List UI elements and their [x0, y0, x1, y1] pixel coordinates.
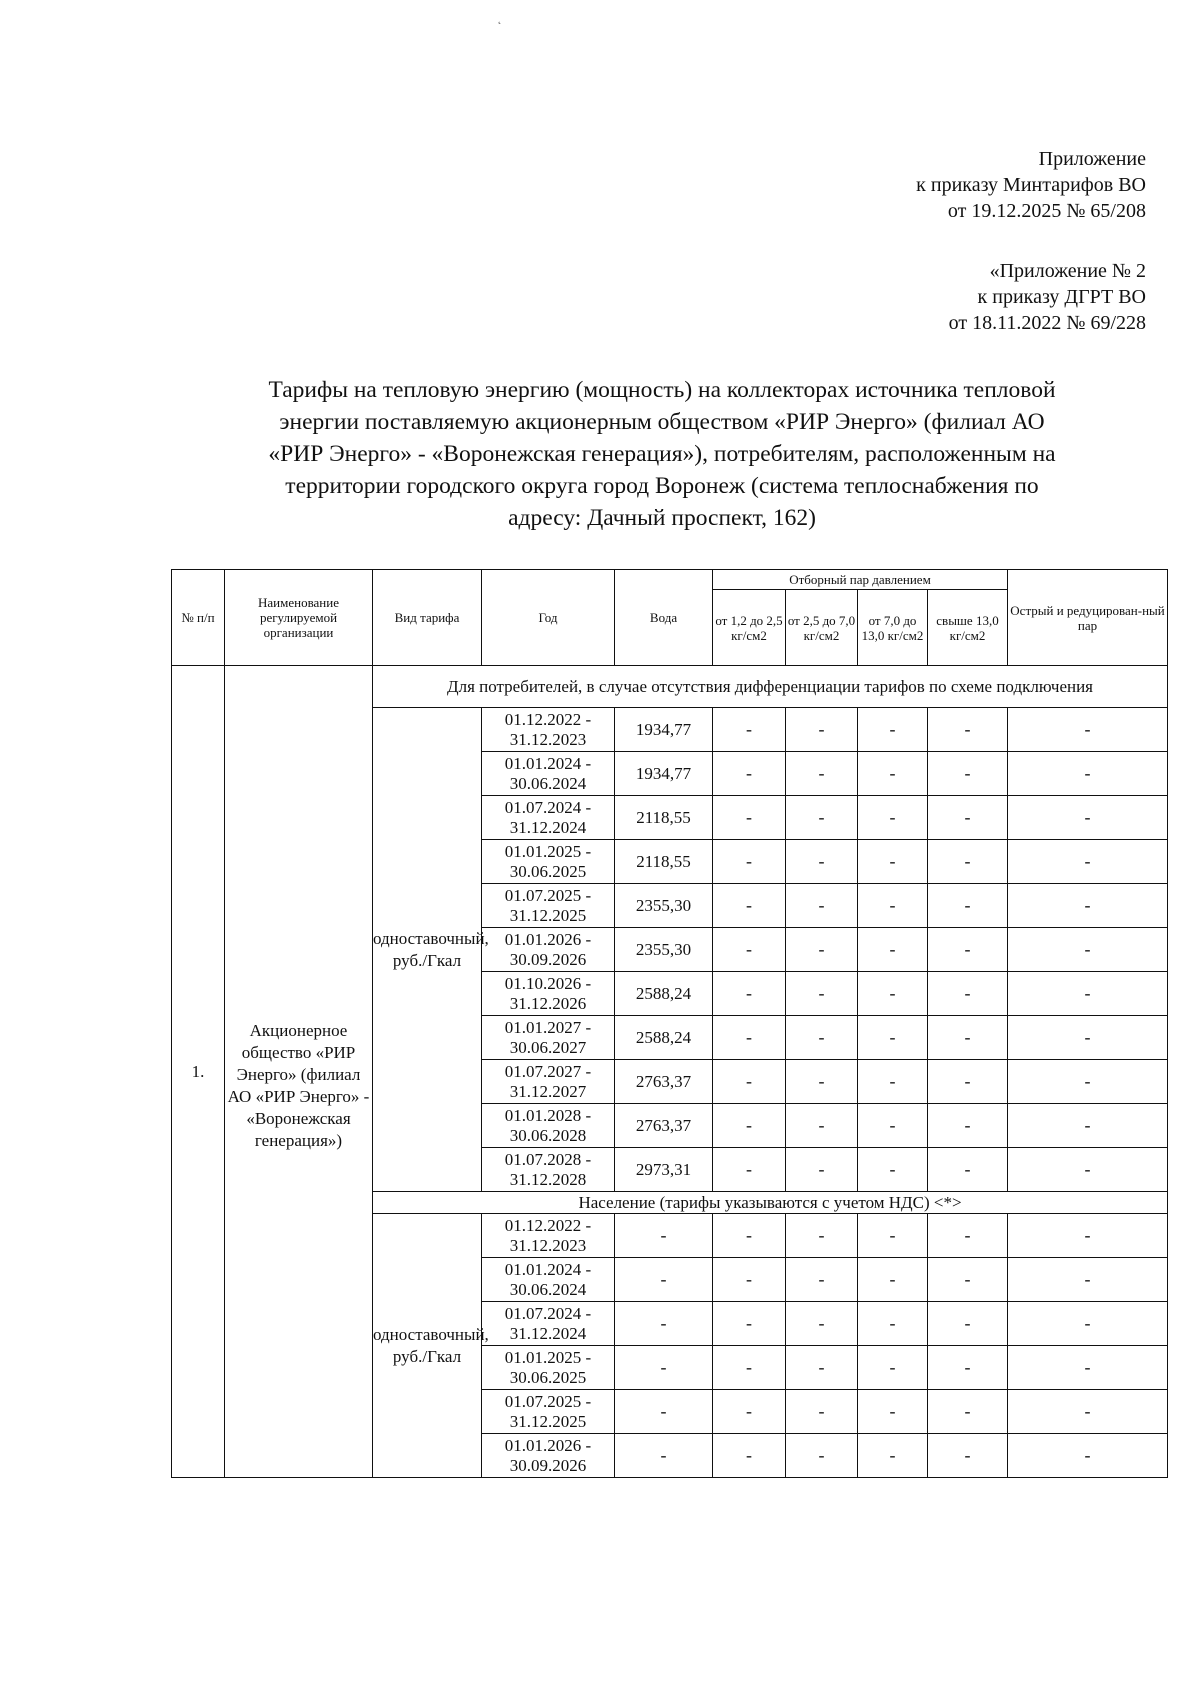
period-cell: 01.12.2022 - 31.12.2023: [482, 708, 615, 752]
sharp-steam-cell: -: [1008, 1346, 1168, 1390]
steam-tariff-cell: -: [713, 928, 786, 972]
sharp-steam-cell: -: [1008, 708, 1168, 752]
steam-tariff-cell: -: [713, 1390, 786, 1434]
steam-tariff-cell: -: [713, 1302, 786, 1346]
header-steam-2: от 2,5 до 7,0 кг/см2: [786, 590, 858, 666]
period-cell: 01.01.2025 - 30.06.2025: [482, 1346, 615, 1390]
tariff-table-container: [171, 569, 1167, 1478]
steam-tariff-cell: -: [928, 1214, 1008, 1258]
steam-tariff-cell: -: [786, 1434, 858, 1478]
scan-speck: ˛: [498, 14, 502, 25]
steam-tariff-cell: -: [928, 840, 1008, 884]
steam-tariff-cell: -: [786, 972, 858, 1016]
appendix-line-3: от 19.12.2025 № 65/208: [947, 200, 1146, 222]
original-appendix-line-3: от 18.11.2022 № 69/228: [948, 312, 1146, 334]
title-line-4: территории городского округа город Воронеж (система теплоснабжения по: [285, 473, 1039, 499]
period-cell: 01.01.2024 - 30.06.2024: [482, 752, 615, 796]
period-cell: 01.01.2025 - 30.06.2025: [482, 840, 615, 884]
steam-tariff-cell: -: [858, 1258, 928, 1302]
steam-tariff-cell: -: [858, 1060, 928, 1104]
water-tariff-cell: 2355,30: [615, 928, 713, 972]
steam-tariff-cell: -: [786, 708, 858, 752]
water-tariff-cell: -: [615, 1214, 713, 1258]
water-tariff-cell: 1934,77: [615, 752, 713, 796]
steam-tariff-cell: -: [713, 1016, 786, 1060]
steam-tariff-cell: -: [713, 752, 786, 796]
organization-text: Акционерное общество «РИР Энерго» (филиал АО «РИР Энерго» - «Воронежская генерация»): [227, 1020, 370, 1150]
steam-tariff-cell: -: [928, 884, 1008, 928]
steam-tariff-cell: -: [786, 1060, 858, 1104]
period-cell: 01.01.2026 - 30.09.2026: [482, 1434, 615, 1478]
water-tariff-cell: -: [615, 1390, 713, 1434]
sharp-steam-cell: -: [1008, 1258, 1168, 1302]
water-tariff-cell: 2763,37: [615, 1104, 713, 1148]
steam-tariff-cell: -: [786, 1390, 858, 1434]
steam-tariff-cell: -: [928, 1104, 1008, 1148]
steam-tariff-cell: -: [786, 884, 858, 928]
header-organization: Наименование регулируемой организации: [225, 570, 373, 666]
header-year: Год: [482, 570, 615, 666]
original-appendix-line-1: «Приложение № 2: [989, 260, 1146, 282]
period-cell: 01.07.2028 - 31.12.2028: [482, 1148, 615, 1192]
steam-tariff-cell: -: [713, 1060, 786, 1104]
sharp-steam-cell: -: [1008, 1434, 1168, 1478]
water-tariff-cell: -: [615, 1302, 713, 1346]
title-line-5: адресу: Дачный проспект, 162): [508, 505, 816, 531]
sharp-steam-cell: -: [1008, 1016, 1168, 1060]
sharp-steam-cell: -: [1008, 1060, 1168, 1104]
header-steam-group: Отборный пар давлением: [713, 570, 1008, 590]
steam-tariff-cell: -: [858, 840, 928, 884]
steam-tariff-cell: -: [713, 884, 786, 928]
sharp-steam-cell: -: [1008, 840, 1168, 884]
header-steam-3: от 7,0 до 13,0 кг/см2: [858, 590, 928, 666]
sharp-steam-cell: -: [1008, 884, 1168, 928]
header-water: Вода: [615, 570, 713, 666]
header-tariff-type: Вид тарифа: [373, 570, 482, 666]
steam-tariff-cell: -: [928, 708, 1008, 752]
steam-tariff-cell: -: [858, 884, 928, 928]
sharp-steam-cell: -: [1008, 1148, 1168, 1192]
steam-tariff-cell: -: [928, 1434, 1008, 1478]
period-cell: 01.01.2026 - 30.09.2026: [482, 928, 615, 972]
water-tariff-cell: 2588,24: [615, 1016, 713, 1060]
steam-tariff-cell: -: [713, 1148, 786, 1192]
steam-tariff-cell: -: [858, 1104, 928, 1148]
sharp-steam-cell: -: [1008, 1104, 1168, 1148]
appendix-line-1: Приложение: [1038, 148, 1146, 170]
steam-tariff-cell: -: [858, 796, 928, 840]
section-title: Население (тарифы указываются с учетом НДС) <*>: [373, 1192, 1168, 1214]
original-appendix-header: [949, 258, 1146, 336]
steam-tariff-cell: -: [928, 928, 1008, 972]
steam-tariff-cell: -: [786, 928, 858, 972]
steam-tariff-cell: -: [858, 708, 928, 752]
steam-tariff-cell: -: [858, 928, 928, 972]
steam-tariff-cell: -: [786, 796, 858, 840]
water-tariff-cell: -: [615, 1434, 713, 1478]
period-cell: 01.10.2026 - 31.12.2026: [482, 972, 615, 1016]
organization-name: [225, 666, 373, 1478]
steam-tariff-cell: -: [858, 1390, 928, 1434]
original-appendix-line-2: к приказу ДГРТ ВО: [977, 286, 1146, 308]
water-tariff-cell: 2973,31: [615, 1148, 713, 1192]
title-line-3: «РИР Энерго» - «Воронежская генерация»), потребителям, расположенным на: [268, 441, 1056, 467]
title-line-1: Тарифы на тепловую энергию (мощность) на коллекторах источника тепловой: [268, 377, 1056, 403]
appendix-header: [916, 146, 1146, 224]
period-cell: 01.07.2027 - 31.12.2027: [482, 1060, 615, 1104]
sharp-steam-cell: -: [1008, 796, 1168, 840]
section-title: Для потребителей, в случае отсутствия дифференциации тарифов по схеме подключения: [373, 666, 1168, 708]
water-tariff-cell: 1934,77: [615, 708, 713, 752]
period-cell: 01.12.2022 - 31.12.2023: [482, 1214, 615, 1258]
tariff-type: одноставочный, руб./Гкал: [373, 708, 482, 1192]
steam-tariff-cell: -: [928, 752, 1008, 796]
period-cell: 01.01.2028 - 30.06.2028: [482, 1104, 615, 1148]
sharp-steam-cell: -: [1008, 1302, 1168, 1346]
tariff-table: [171, 569, 1168, 1478]
period-cell: 01.01.2024 - 30.06.2024: [482, 1258, 615, 1302]
sharp-steam-cell: -: [1008, 972, 1168, 1016]
steam-tariff-cell: -: [928, 1148, 1008, 1192]
period-cell: 01.07.2024 - 31.12.2024: [482, 1302, 615, 1346]
steam-tariff-cell: -: [928, 1060, 1008, 1104]
sharp-steam-cell: -: [1008, 1214, 1168, 1258]
steam-tariff-cell: -: [858, 1016, 928, 1060]
sharp-steam-cell: -: [1008, 752, 1168, 796]
document-title: [172, 374, 1152, 534]
steam-tariff-cell: -: [858, 752, 928, 796]
steam-tariff-cell: -: [928, 1302, 1008, 1346]
steam-tariff-cell: -: [858, 972, 928, 1016]
steam-tariff-cell: -: [786, 1346, 858, 1390]
water-tariff-cell: 2588,24: [615, 972, 713, 1016]
sharp-steam-cell: -: [1008, 928, 1168, 972]
header-steam-4: свыше 13,0 кг/см2: [928, 590, 1008, 666]
steam-tariff-cell: -: [713, 708, 786, 752]
steam-tariff-cell: -: [786, 1148, 858, 1192]
water-tariff-cell: 2763,37: [615, 1060, 713, 1104]
water-tariff-cell: 2118,55: [615, 840, 713, 884]
steam-tariff-cell: -: [786, 840, 858, 884]
tariff-type: одноставочный, руб./Гкал: [373, 1214, 482, 1478]
steam-tariff-cell: -: [713, 840, 786, 884]
steam-tariff-cell: -: [858, 1302, 928, 1346]
steam-tariff-cell: -: [786, 752, 858, 796]
period-cell: 01.07.2025 - 31.12.2025: [482, 884, 615, 928]
steam-tariff-cell: -: [786, 1016, 858, 1060]
appendix-line-2: к приказу Минтарифов ВО: [916, 174, 1146, 196]
steam-tariff-cell: -: [786, 1214, 858, 1258]
steam-tariff-cell: -: [713, 1214, 786, 1258]
period-cell: 01.07.2025 - 31.12.2025: [482, 1390, 615, 1434]
sharp-steam-cell: -: [1008, 1390, 1168, 1434]
steam-tariff-cell: -: [858, 1346, 928, 1390]
steam-tariff-cell: -: [928, 1390, 1008, 1434]
steam-tariff-cell: -: [786, 1302, 858, 1346]
steam-tariff-cell: -: [928, 972, 1008, 1016]
steam-tariff-cell: -: [713, 1258, 786, 1302]
steam-tariff-cell: -: [713, 972, 786, 1016]
water-tariff-cell: -: [615, 1346, 713, 1390]
steam-tariff-cell: -: [928, 796, 1008, 840]
steam-tariff-cell: -: [786, 1104, 858, 1148]
steam-tariff-cell: -: [713, 1434, 786, 1478]
header-sharp-steam: Острый и редуцирован-ный пар: [1008, 570, 1168, 666]
period-cell: 01.01.2027 - 30.06.2027: [482, 1016, 615, 1060]
water-tariff-cell: 2118,55: [615, 796, 713, 840]
steam-tariff-cell: -: [858, 1148, 928, 1192]
steam-tariff-cell: -: [928, 1016, 1008, 1060]
steam-tariff-cell: -: [713, 1346, 786, 1390]
steam-tariff-cell: -: [928, 1258, 1008, 1302]
steam-tariff-cell: -: [713, 1104, 786, 1148]
title-line-2: энергии поставляемую акционерным обществом «РИР Энерго» (филиал АО: [279, 409, 1045, 435]
water-tariff-cell: -: [615, 1258, 713, 1302]
period-cell: 01.07.2024 - 31.12.2024: [482, 796, 615, 840]
steam-tariff-cell: -: [713, 796, 786, 840]
header-steam-1: от 1,2 до 2,5 кг/см2: [713, 590, 786, 666]
steam-tariff-cell: -: [858, 1214, 928, 1258]
row-number: 1.: [172, 666, 225, 1478]
water-tariff-cell: 2355,30: [615, 884, 713, 928]
steam-tariff-cell: -: [928, 1346, 1008, 1390]
section-row: [172, 666, 1168, 708]
steam-tariff-cell: -: [786, 1258, 858, 1302]
steam-tariff-cell: -: [858, 1434, 928, 1478]
header-num: № п/п: [172, 570, 225, 666]
